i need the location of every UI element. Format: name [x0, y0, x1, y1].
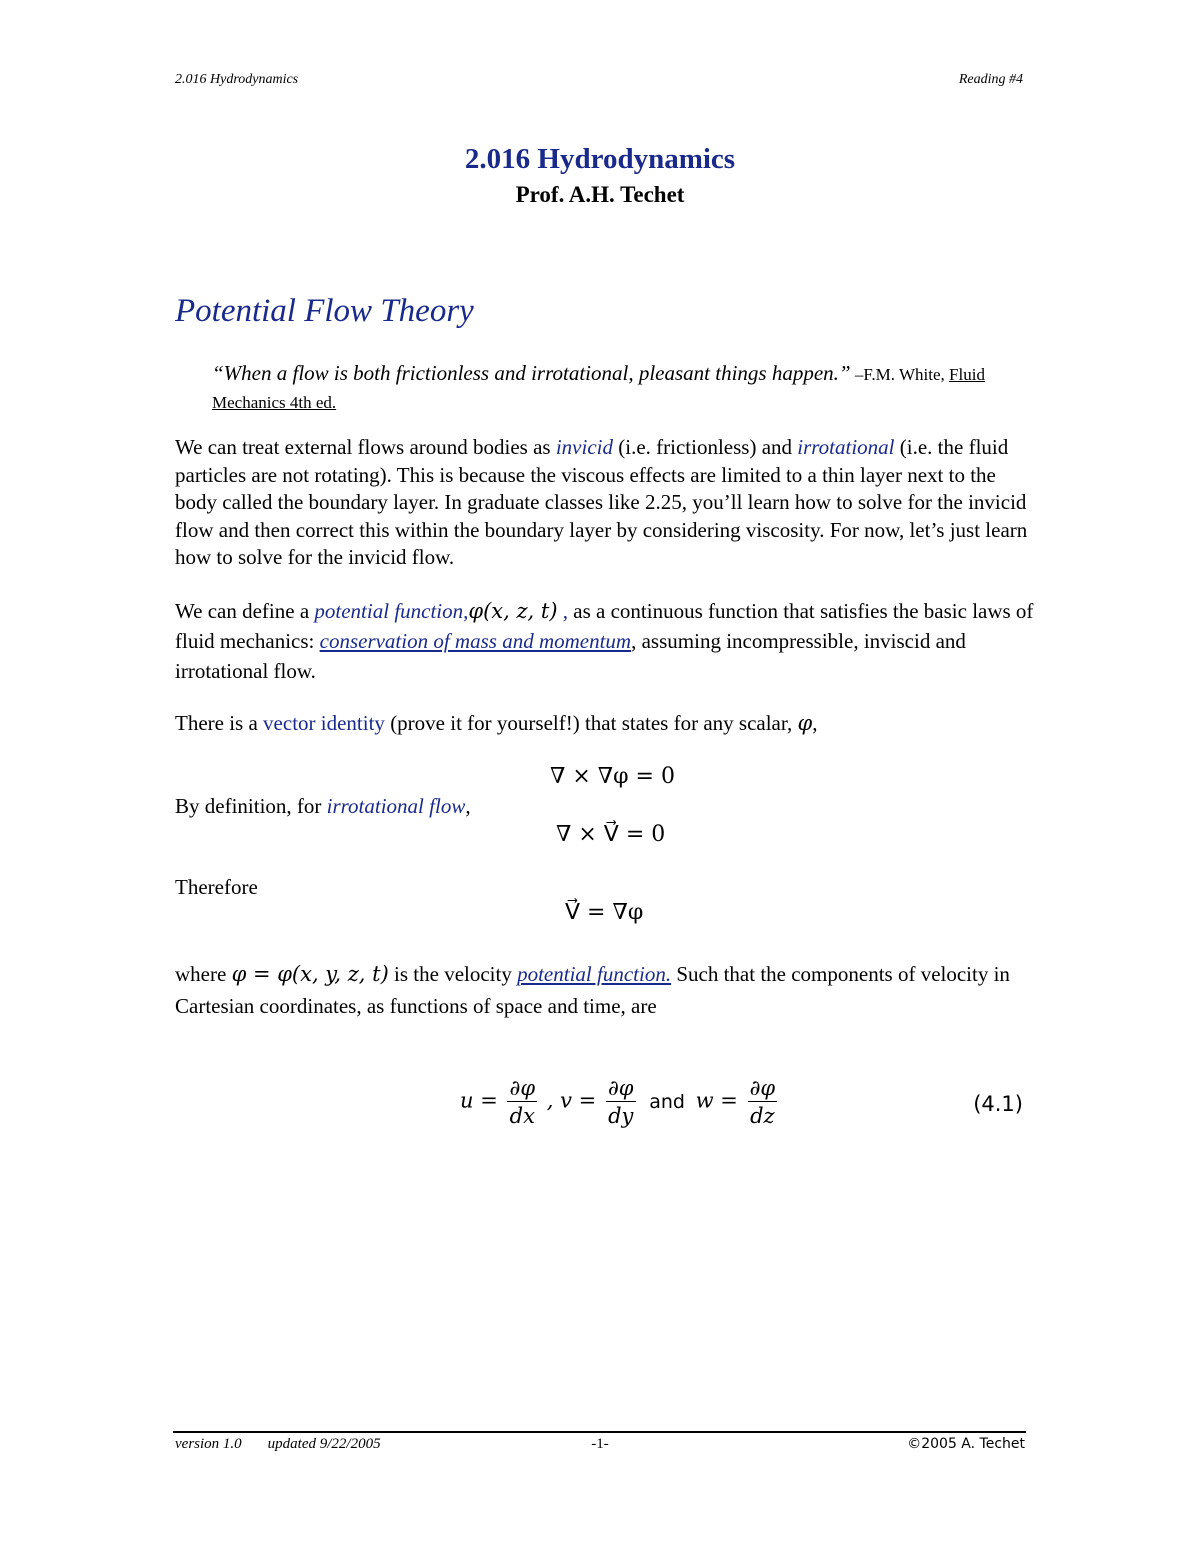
w-denominator: dz [750, 1104, 775, 1128]
section-heading: Potential Flow Theory [175, 293, 474, 329]
v-denominator: dy [608, 1104, 634, 1128]
paragraph-vector-identity [175, 710, 1035, 738]
para6-text-3: Such that the components of velocity in Cartesian coordinates, as functions of space and time, are [175, 962, 1010, 1018]
paragraph-potential-function [175, 596, 1035, 686]
footer-page-number: -1- [591, 1436, 609, 1452]
term-conservation: conservation of mass and momentum [319, 629, 632, 653]
paragraph-intro [175, 434, 1035, 572]
fraction-u [507, 1076, 537, 1128]
v-numerator: ∂φ [607, 1076, 634, 1100]
para6-text-1: where [175, 962, 232, 986]
footer-updated-text: updated 9/22/2005 [267, 1436, 381, 1452]
para2-text-1: We can define a [175, 599, 315, 623]
equation-velocity-gradient: V⃗ = ∇φ [565, 900, 644, 925]
para1-text-2: (i.e. frictionless) and [613, 435, 798, 459]
epigraph-quote [212, 360, 1012, 416]
para3-text-1: There is a [175, 711, 264, 735]
term-irrotational-flow: irrotational flow [326, 794, 466, 818]
paragraph-velocity-potential [175, 958, 1035, 1022]
equation-velocity-components [460, 1076, 780, 1128]
term-invicid: invicid [555, 435, 613, 459]
para4-text-2: , [465, 794, 471, 818]
term-potential-function: potential function, [314, 599, 469, 623]
author-line: Prof. A.H. Techet [515, 182, 685, 207]
footer-version-text: version 1.0 [175, 1436, 242, 1452]
equation-number: (4.1) [973, 1092, 1023, 1116]
para2-text-3: , assuming incompressible, inviscid and irrotational flow. [175, 629, 966, 683]
term-vector-identity: vector identity [263, 711, 385, 735]
quote-text: “When a flow is both frictionless and irrotational, pleasant things happen.” [212, 361, 851, 385]
w-numerator: ∂φ [749, 1076, 776, 1100]
phi-definition: φ = φ(x, y, z, t) [231, 962, 389, 986]
fraction-w [748, 1076, 778, 1128]
para6-text-2: is the velocity [388, 962, 518, 986]
quote-attribution: –F.M. White, [850, 365, 950, 384]
phi-symbol: φ [797, 711, 813, 735]
para1-text-1: We can treat external flows around bodies as [175, 435, 556, 459]
term-velocity-potential: potential function. [517, 962, 672, 986]
paragraph-definition [175, 793, 1035, 821]
term-irrotational: irrotational [797, 435, 895, 459]
footer-copyright: ©2005 A. Techet [907, 1436, 1025, 1452]
para4-text-1: By definition, for [175, 794, 327, 818]
footer-rule [173, 1431, 1026, 1433]
u-denominator: dx [509, 1104, 535, 1128]
document-title: 2.016 Hydrodynamics [464, 143, 736, 175]
phi-xzt-symbol: φ(x, z, t) [468, 599, 558, 623]
para3-text-2: (prove it for yourself!) that states for any scalar, [384, 711, 798, 735]
running-header-left: 2.016 Hydrodynamics [175, 72, 299, 87]
running-header-right: Reading #4 [958, 72, 1023, 87]
v-lhs: , v = [546, 1088, 597, 1113]
fraction-v [606, 1076, 636, 1128]
para1-text-3: (i.e. the fluid particles are not rotating). This is because the viscous effects are limited to a thin layer next to the body called the boundary layer. In graduate classes like 2.25, you’ll learn how to solve for the invicid flow and then correct this within the boundary layer by considering viscosity. For now, let’s just learn how to solve for the invicid flow. [175, 435, 1028, 569]
w-lhs: w = [695, 1088, 738, 1113]
paragraph-therefore: Therefore [175, 875, 258, 899]
and-word: and [649, 1090, 685, 1113]
equation-curl-grad: ∇ × ∇φ = 0 [550, 764, 675, 789]
quote-book-title: Fluid Mechanics 4th ed. [212, 365, 985, 412]
u-lhs: u = [460, 1088, 498, 1113]
para2-comma: , [557, 599, 574, 623]
equation-curl-velocity: ∇ × V⃗ = 0 [556, 822, 666, 847]
u-numerator: ∂φ [509, 1076, 536, 1100]
para2-text-2: as a continuous function that satisfies the basic laws of fluid mechanics: [175, 599, 1034, 653]
para3-text-3: , [812, 711, 818, 735]
